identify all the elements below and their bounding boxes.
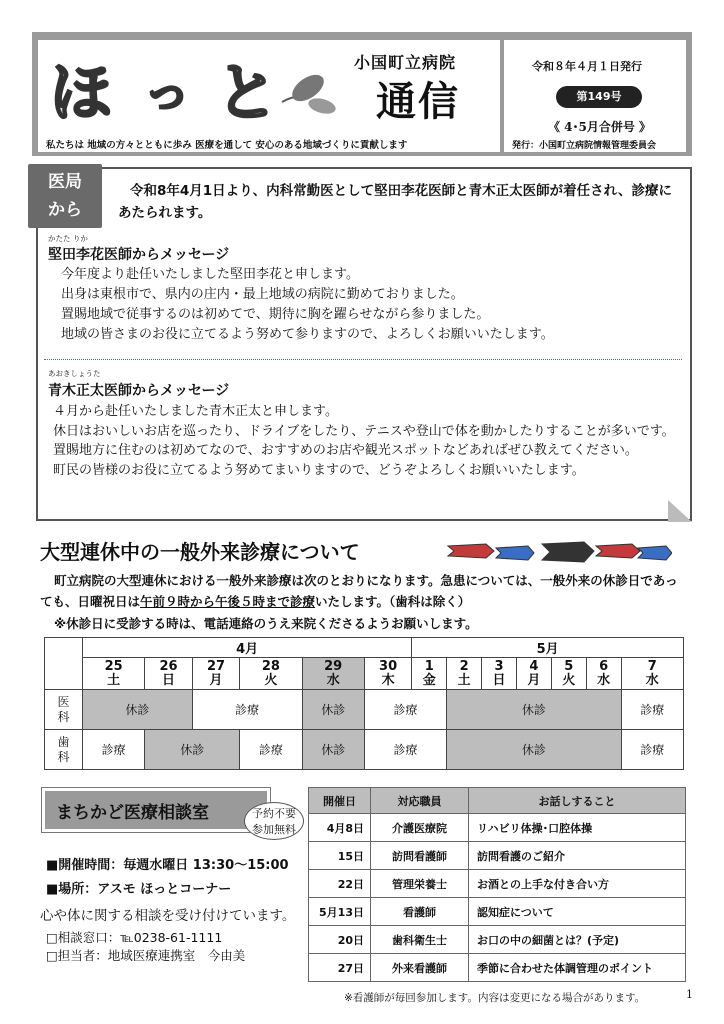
weekday: 土: [107, 672, 121, 688]
day-header: [482, 658, 517, 690]
day-number: 4: [529, 658, 539, 674]
holiday-intro-text: いたします。（歯科は除く）: [315, 594, 471, 609]
dotted-divider: [44, 359, 682, 360]
table-row: 20日 歯科衛生士 お口の中の細菌とは？(予定): [309, 926, 686, 954]
weekday: 金: [422, 672, 436, 688]
table-corner: [45, 638, 83, 690]
holiday-section-title: 大型連休中の一般外来診療について: [40, 540, 360, 564]
table-row: 22日 管理栄養士 お酒との上手な付き合い方: [309, 870, 686, 898]
weekday: 木: [381, 672, 395, 688]
office-tab-line: から: [48, 200, 82, 220]
day-number: 29: [324, 658, 343, 674]
holiday-schedule-table: [44, 637, 684, 770]
day-number: 25: [104, 658, 123, 674]
day-header: [192, 658, 240, 690]
column-header: 開催日: [309, 788, 371, 814]
badge-line: 参加無料: [252, 823, 296, 836]
leaf-icon: [307, 96, 336, 117]
message-line: 町民の皆様のお役に立てるよう努めてまいりますので、どうぞよろしくお願いいたします。: [53, 462, 585, 478]
day-header: [586, 658, 621, 690]
table-row: 5月13日 看護師 認知症について: [309, 898, 686, 926]
weekday: 水: [597, 672, 611, 688]
office-tab-line: 医局: [48, 172, 82, 192]
month-header: 4月: [83, 638, 412, 658]
table-row: 4月8日 介護医療院 リハビリ体操･口腔体操: [309, 814, 686, 842]
newsletter-name: 通信: [376, 78, 460, 125]
schedule-cell: 診療: [621, 690, 683, 730]
logo-char-to: と: [216, 56, 279, 126]
day-number: 3: [494, 658, 504, 674]
weekday: 火: [562, 672, 576, 688]
hospital-name: 小国町立病院: [354, 53, 457, 72]
logo-char-ho: ほ: [50, 56, 113, 126]
page-number: 1: [686, 988, 693, 1001]
message-line: 休日はおいしいお店を巡ったり、ドライブをしたり、テニスや登山で体を動かしたりすることが多いです。: [53, 423, 675, 439]
consult-title: まちかど医療相談室: [56, 803, 209, 823]
table-row: 27日 外来看護師 季節に合わせた体調管理のポイント: [309, 954, 686, 982]
table-row: 15日 訪問看護師 訪問看護のご紹介: [309, 842, 686, 870]
weekday: 日: [492, 672, 506, 688]
office-lead-text: 令和8年4月1日より、内科常勤医として堅田李花医師と青木正太医師が着任され、診療にあたられます。: [118, 183, 672, 221]
day-header: [302, 658, 364, 690]
day-header: [412, 658, 447, 690]
message-line: 今年度より赴任いたしました堅田李花と申します。: [61, 267, 359, 282]
consult-time: ■開催時間：毎週水曜日 13:30～15:00: [46, 858, 289, 873]
schedule-cell: 休診: [302, 730, 364, 770]
consult-footnote: ※看護師が毎回参加します。内容は変更になる場合があります。: [344, 992, 646, 1004]
day-number: 28: [261, 658, 280, 674]
weekday: 水: [645, 672, 659, 688]
day-header: [516, 658, 551, 690]
koinobori-icon: [446, 540, 672, 566]
logo-char-tsu: っ: [144, 65, 190, 119]
message-line: 地域の皆さまのお役に立てるよう努めて参りますので、よろしくお願いいたします。: [61, 327, 554, 342]
message-line: 置賜地域で従事するのは初めてで、期待に胸を躍らせながら参りました。: [61, 307, 490, 322]
schedule-cell: 休診: [83, 690, 193, 730]
message-line: 置賜地方に住むのは初めてなので、おすすめのお店や観光スポットなどあればぜひ教えてください。: [53, 443, 638, 458]
message-body: [40, 402, 680, 480]
badge-line: 予約不要: [252, 807, 296, 820]
row-label: 医 科: [45, 690, 83, 730]
schedule-cell: 診療: [621, 730, 683, 770]
page-fold-corner: [668, 500, 692, 522]
day-number: 27: [206, 658, 226, 674]
consult-contact: □相談窓口：℡0238-61-1111: [46, 930, 223, 945]
message-body: [48, 265, 678, 345]
message-line: 出身は東根市で、県内の庄内・最上地域の病院に勤めておりました。: [61, 287, 464, 302]
holiday-intro: [40, 570, 690, 612]
consult-place: ■場所：アスモ ほっとコーナー: [46, 882, 232, 897]
consult-staff: □担当者：地域医療連携室 今由美: [46, 948, 246, 963]
message-title: 青木正太医師からメッセージ: [48, 383, 230, 399]
day-number: 1: [424, 658, 434, 674]
mission-statement: 私たちは 地域の方々とともに歩み 医療を通して 安心のある地域づくりに貢献します: [46, 140, 408, 151]
schedule-cell: 休診: [447, 730, 621, 770]
message-line: ４月から赴任いたしました青木正太と申します。: [53, 404, 338, 419]
consult-badge: [244, 802, 304, 840]
issue-date: 令和８年４月１日発行: [532, 60, 642, 73]
weekday: 水: [326, 672, 340, 688]
day-number: 7: [647, 658, 657, 674]
day-number: 30: [379, 658, 398, 674]
consult-schedule-table: [308, 787, 686, 982]
schedule-cell: 診療: [83, 730, 145, 770]
schedule-cell: 診療: [364, 690, 446, 730]
column-header: 対応職員: [371, 788, 469, 814]
holiday-intro-text: 町立病院の大型連休における一般外来診療は次のとおりになります。急患については、一般外来の休診日であっても、日曜祝日は: [40, 573, 678, 609]
day-number: 26: [159, 658, 178, 674]
day-header: [364, 658, 412, 690]
issue-number-badge: 第149号: [556, 86, 642, 108]
holiday-hours: 午前９時から午後５時まで診療: [140, 594, 316, 609]
schedule-cell: 休診: [302, 690, 364, 730]
day-header: [621, 658, 683, 690]
office-tab: [28, 164, 102, 228]
weekday: 日: [162, 672, 176, 688]
day-header: [83, 658, 145, 690]
day-number: 6: [599, 658, 609, 674]
hotto-logo: [46, 46, 336, 126]
weekday: 月: [209, 672, 223, 688]
weekday: 土: [457, 672, 471, 688]
publisher: 発行：小国町立病院情報管理委員会: [512, 141, 657, 151]
day-number: 5: [564, 658, 574, 674]
schedule-cell: 休診: [145, 730, 240, 770]
consult-description: 心や体に関する相談を受け付けています。: [40, 908, 296, 924]
month-header: 5月: [412, 638, 684, 658]
day-header: [551, 658, 586, 690]
message-title: 堅田李花医師からメッセージ: [48, 247, 230, 263]
schedule-cell: 診療: [364, 730, 446, 770]
day-header: [240, 658, 302, 690]
schedule-cell: 休診: [447, 690, 621, 730]
row-label: 歯 科: [45, 730, 83, 770]
column-header: お話しすること: [469, 788, 686, 814]
schedule-cell: 診療: [192, 690, 302, 730]
holiday-note: ※休診日に受診する時は、電話連絡のうえ来院くださるようお願いします。: [54, 616, 478, 631]
schedule-cell: 診療: [240, 730, 302, 770]
day-header: [145, 658, 193, 690]
combined-issue-label: 《 4･5月合併号 》: [548, 120, 652, 134]
day-header: [447, 658, 482, 690]
weekday: 火: [264, 672, 278, 688]
ruby-reading: かたた りか: [48, 234, 88, 243]
ruby-reading: あおきしょうた: [48, 369, 101, 378]
weekday: 月: [527, 672, 541, 688]
day-number: 2: [459, 658, 469, 674]
